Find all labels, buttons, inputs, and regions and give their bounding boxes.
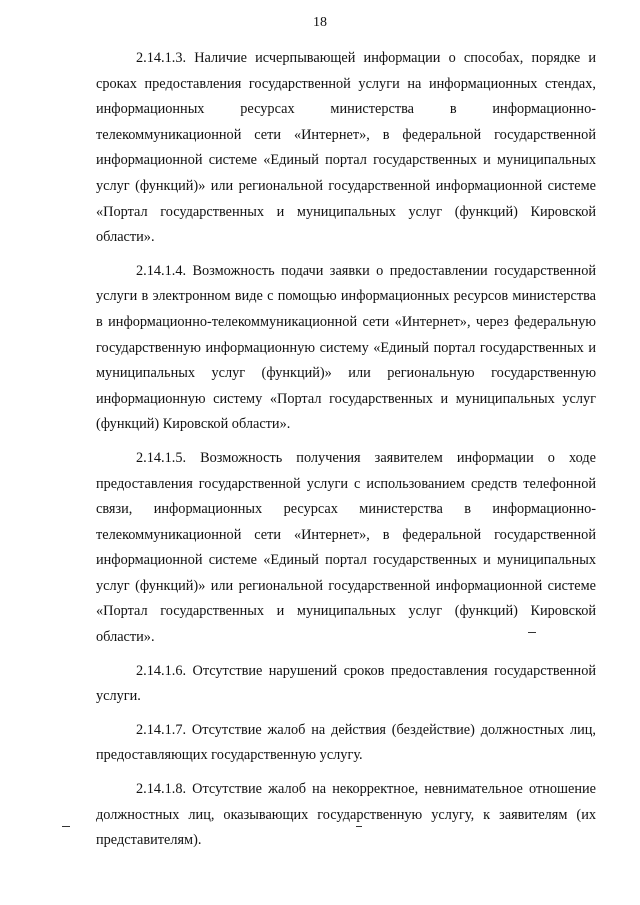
paragraph-2-14-1-6: 2.14.1.6. Отсутствие нарушений сроков предоставления государственной услуги. [96,662,596,705]
paragraph-2-14-1-4: 2.14.1.4. Возможность подачи заявки о предоставлении государственной услуги в электронном виде с помощью информационных ресурсов министерства в информационно-телекоммуникационной сети «Интернет», через федеральную государственную информационную систему «Единый портал государственных и муниципальных услуг (функций)» или региональную государственную информационную систему «Портал государственных и муниципальных услуг (функций) Кировской области». [96,262,596,433]
paragraph-2-14-1-8: 2.14.1.8. Отсутствие жалоб на некорректное, невнимательное отношение должностных лиц, оказывающих государственную услугу, к заявителям (их представителям). [96,781,596,849]
scan-mark-right [528,632,536,633]
scan-mark-bottom [356,826,362,827]
document-body [96,46,596,862]
paragraph-2-14-1-5: 2.14.1.5. Возможность получения заявителем информации о ходе предоставления государственной услуги с использованием средств телефонной связи, информационных ресурсах министерства в информационно-телекоммуникационной сети «Интернет», в федеральной государственной информационной системе «Единый портал государственных и муниципальных услуг (функций)» или региональной государственной информационной системе «Портал государственных и муниципальных услуг (функций) Кировской области». [96,449,596,646]
scan-mark-left [62,826,70,827]
paragraph-2-14-1-3: 2.14.1.3. Наличие исчерпывающей информации о способах, порядке и сроках предоставления государственной услуги на информационных стендах, информационных ресурсах министерства в информационно-телекоммуникационной сети «Интернет», в федеральной государственной информационной системе «Единый портал государственных и муниципальных услуг (функций)» или региональной государственной информационной системе «Портал государственных и муниципальных услуг (функций) Кировской области». [96,50,596,246]
page-number: 18 [313,15,327,30]
paragraph-2-14-1-7: 2.14.1.7. Отсутствие жалоб на действия (бездействие) должностных лиц, предоставляющих государственную услугу. [96,721,596,764]
